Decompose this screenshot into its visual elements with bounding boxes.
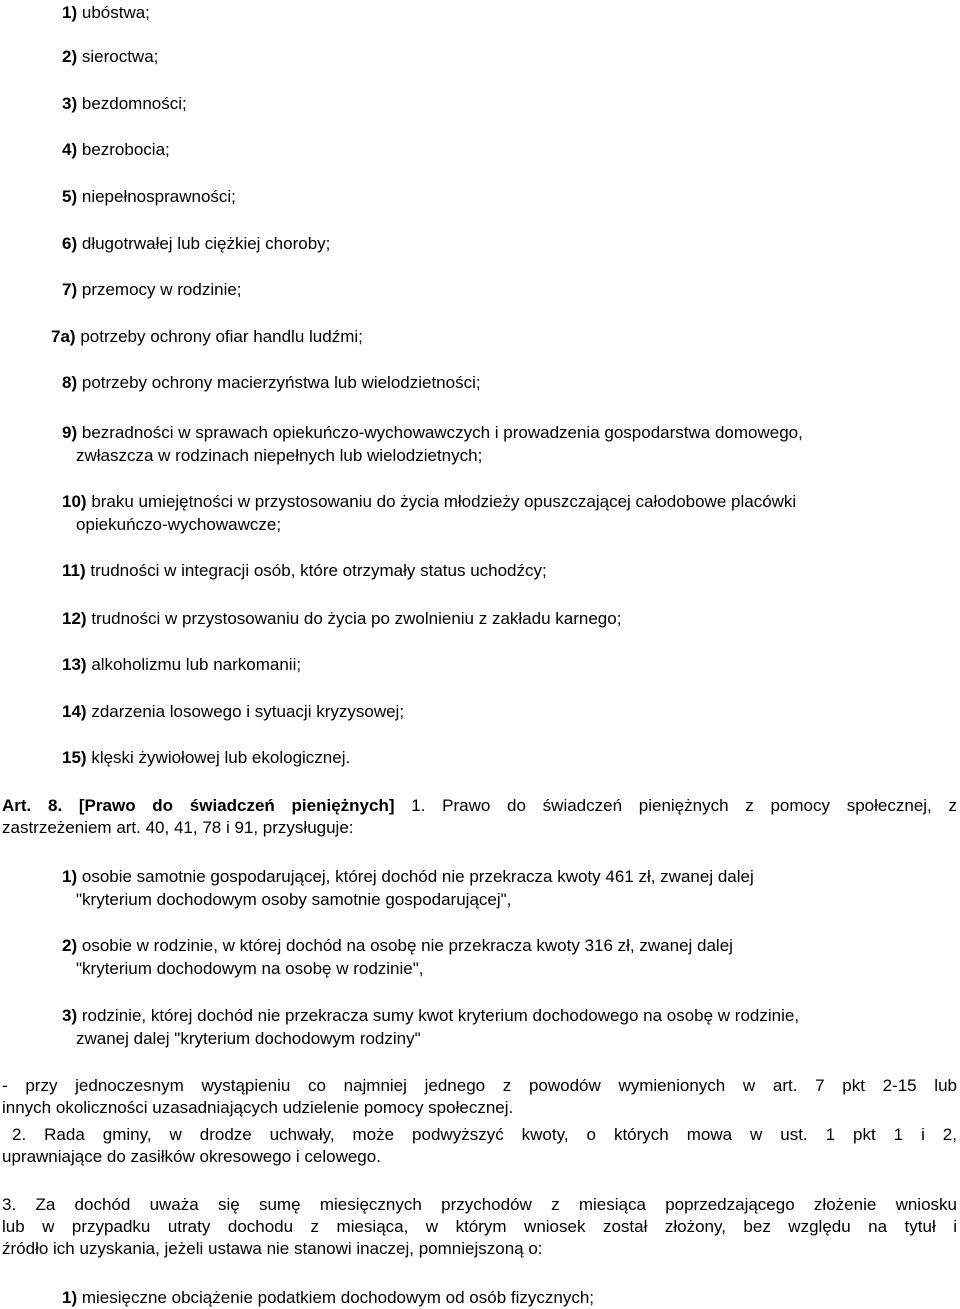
item-number: 2)	[62, 936, 78, 955]
list-item-continuation: "kryterium dochodowym na osobę w rodzinie",	[76, 959, 424, 978]
list-item-continuation: opiekuńczo-wychowawcze;	[76, 515, 282, 534]
item-text: bezradności w sprawach opiekuńczo-wychowawczych i prowadzenia gospodarstwa domowego,	[81, 423, 803, 442]
list-item	[51, 326, 363, 348]
item-number: 3)	[62, 94, 78, 113]
item-text: potrzeby ochrony ofiar handlu ludźmi;	[80, 327, 363, 346]
paragraph-2	[2, 1124, 957, 1168]
item-number: 7a)	[51, 327, 76, 346]
item-text: zdarzenia losowego i sytuacji kryzysowej;	[91, 702, 405, 721]
item-number: 13)	[62, 655, 87, 674]
item-text: przemocy w rodzinie;	[81, 280, 242, 299]
item-number: 8)	[62, 373, 78, 392]
item-text: niepełnosprawności;	[81, 187, 236, 206]
paragraph-3	[2, 1194, 957, 1260]
item-number: 1)	[62, 3, 78, 22]
item-number: 15)	[62, 748, 87, 767]
item-number: 1)	[62, 867, 78, 886]
list-item	[62, 139, 170, 161]
item-number: 4)	[62, 140, 78, 159]
item-number: 1)	[62, 1288, 78, 1307]
article-8-paragraph	[2, 795, 957, 839]
paragraph-line: 3. Za dochód uważa się sumę miesięcznych przychodów z miesiąca poprzedzającego złożenie wniosku	[2, 1195, 957, 1214]
paragraph-line: źródło ich uzyskania, jeżeli ustawa nie stanowi inaczej, pomniejszoną o:	[2, 1239, 543, 1258]
list-item	[62, 608, 621, 630]
paragraph-line: innych okoliczności uzasadniających udzielenie pomocy społecznej.	[2, 1098, 514, 1117]
list-item-continuation: "kryterium dochodowym osoby samotnie gospodarującej",	[76, 890, 512, 909]
item-text: trudności w integracji osób, które otrzymały status uchodźcy;	[90, 561, 547, 580]
item-number: 5)	[62, 187, 78, 206]
item-text: klęski żywiołowej lub ekologicznej.	[91, 748, 351, 767]
list-item-continuation: zwłaszcza w rodzinach niepełnych lub wielodzietnych;	[76, 446, 483, 465]
item-text: sieroctwa;	[81, 47, 159, 66]
item-text: ubóstwa;	[81, 3, 150, 22]
item-number: 10)	[62, 492, 87, 511]
item-number: 11)	[62, 561, 86, 580]
paragraph-line: uprawniające do zasiłków okresowego i celowego.	[2, 1147, 381, 1166]
paragraph-line: - przy jednoczesnym wystąpieniu co najmniej jednego z powodów wymienionych w art. 7 pkt 2-15 lub	[2, 1076, 957, 1095]
item-number: 14)	[62, 702, 87, 721]
item-text: potrzeby ochrony macierzyństwa lub wielodzietności;	[81, 373, 481, 392]
item-number: 2)	[62, 47, 78, 66]
list-item-continuation: zwanej dalej "kryterium dochodowym rodziny"	[76, 1029, 421, 1048]
list-item	[62, 186, 236, 208]
item-text: trudności w przystosowaniu do życia po zwolnieniu z zakładu karnego;	[91, 609, 622, 628]
list-item	[62, 1287, 594, 1309]
article-8-line: Art. 8. [Prawo do świadczeń pieniężnych] 1. Prawo do świadczeń pieniężnych z pomocy społecznej, z	[2, 796, 957, 815]
item-text: bezrobocia;	[81, 140, 170, 159]
list-item	[62, 747, 350, 769]
list-item	[62, 866, 754, 888]
item-text: długotrwałej lub ciężkiej choroby;	[81, 234, 331, 253]
item-number: 6)	[62, 234, 78, 253]
list-item	[62, 560, 547, 582]
item-text: braku umiejętności w przystosowaniu do życia młodzieży opuszczającej całodobowe placówki	[91, 492, 797, 511]
item-number: 3)	[62, 1006, 78, 1025]
list-item	[62, 935, 733, 957]
list-item	[62, 1005, 799, 1027]
list-item	[62, 93, 187, 115]
item-text: bezdomności;	[81, 94, 187, 113]
list-item	[62, 233, 330, 255]
list-item	[62, 279, 242, 301]
paragraph-line: lub w przypadku utraty dochodu z miesiąca, w którym wniosek został złożony, bez względu na tytuł i	[2, 1217, 957, 1236]
item-text: osobie w rodzinie, w której dochód na osobę nie przekracza kwoty 316 zł, zwanej dalej	[81, 936, 733, 955]
item-number: 9)	[62, 423, 78, 442]
item-text: miesięczne obciążenie podatkiem dochodowym od osób fizycznych;	[81, 1288, 595, 1307]
item-text: alkoholizmu lub narkomanii;	[91, 655, 302, 674]
list-item	[62, 422, 803, 444]
article-8-line: zastrzeżeniem art. 40, 41, 78 i 91, przysługuje:	[2, 818, 354, 837]
item-text: osobie samotnie gospodarującej, której dochód nie przekracza kwoty 461 zł, zwanej dalej	[81, 867, 754, 886]
item-number: 7)	[62, 280, 78, 299]
list-item	[62, 491, 796, 513]
list-item	[62, 701, 404, 723]
list-item	[62, 2, 150, 24]
list-item	[62, 372, 481, 394]
item-text: rodzinie, której dochód nie przekracza sumy kwot kryterium dochodowego na osobę w rodzinie,	[81, 1006, 800, 1025]
list-item	[62, 654, 301, 676]
article-heading: Art. 8. [Prawo do świadczeń pieniężnych]	[2, 796, 395, 815]
paragraph-line: 2. Rada gminy, w drodze uchwały, może podwyższyć kwoty, o których mowa w ust. 1 pkt 1 i 2,	[12, 1125, 957, 1144]
condition-paragraph	[2, 1075, 957, 1119]
list-item	[62, 46, 158, 68]
item-number: 12)	[62, 609, 87, 628]
